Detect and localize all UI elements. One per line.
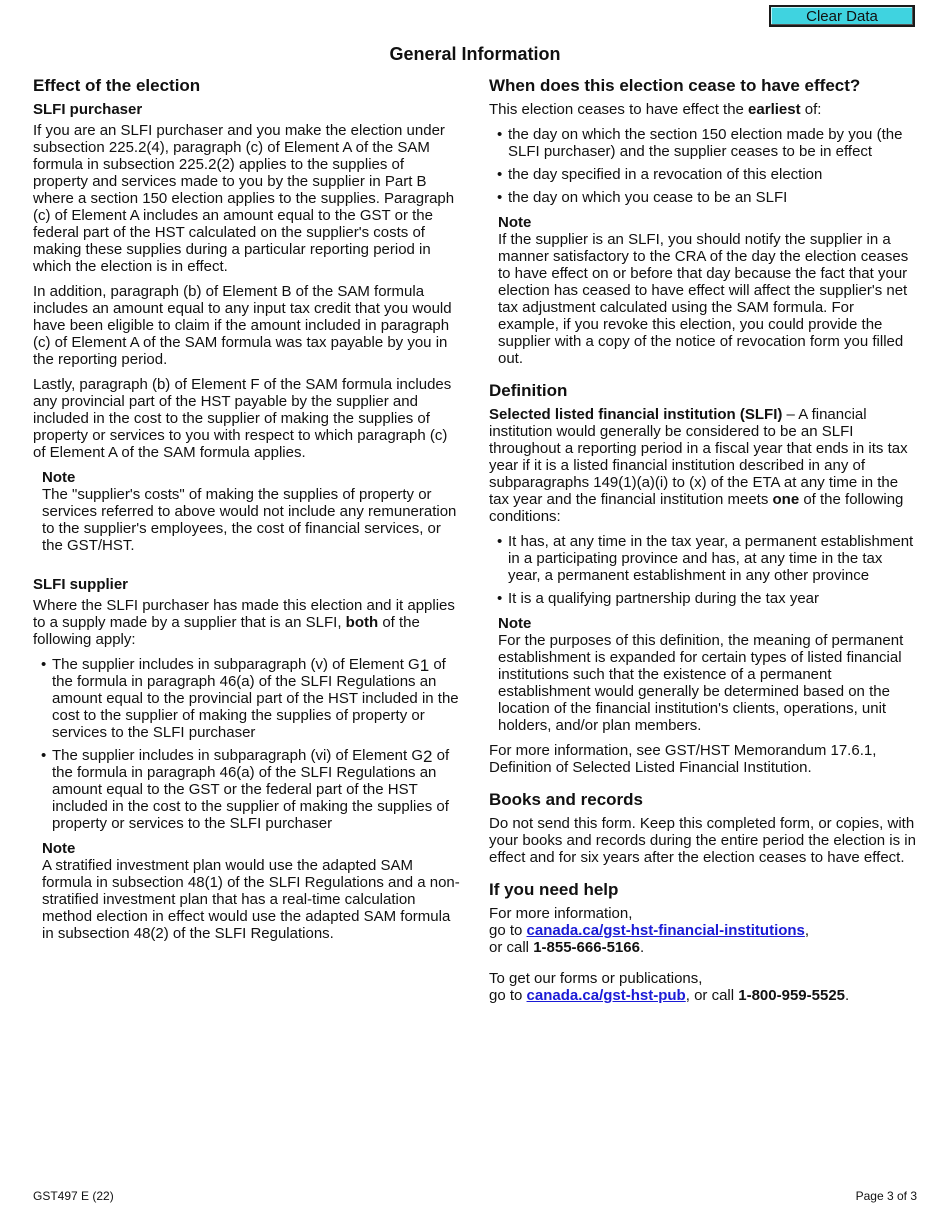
list-item: • It is a qualifying partnership during the tax year — [489, 590, 919, 607]
supplier-list — [33, 656, 461, 832]
definition-more-info: For more information, see GST/HST Memorandum 17.6.1, Definition of Selected Listed Financial Institution. — [489, 742, 877, 776]
clear-data-button[interactable]: Clear Data — [769, 5, 915, 27]
note-text: A stratified investment plan would use the adapted SAM formula in subsection 48(1) of the SLFI Regulations and a non-stratified investment plan that has a real-time calculation method election in effect would use the adapted SAM formula in subsection 48(2) of the SLFI Regulations. — [42, 857, 460, 942]
definition-note — [498, 615, 919, 734]
list-item: • It has, at any time in the tax year, a permanent establishment in a participating province and has, at any time in the tax year, a permanent establishment in any other province — [489, 533, 919, 584]
cease-note — [498, 214, 919, 367]
help-heading: If you need help — [489, 880, 619, 899]
right-column — [489, 76, 919, 1012]
note-title: Note — [498, 214, 532, 231]
books-heading: Books and records — [489, 790, 643, 809]
note-text: If the supplier is an SLFI, you should notify the supplier in a manner satisfactory to the CRA of the day the election ceases to have effect on or before that day because the fact that your election has ceased to have effect will affect the supplier's net tax adjustment calculated using the SAM formula. For example, if you revoke this election, you could provide the supplier with a copy of the notice of revocation form you filled out. — [498, 231, 909, 367]
note-title: Note — [42, 469, 76, 486]
help-more-info: For more information, go to canada.ca/gst-hst-financial-institutions, or call 1-855-666-5166. — [489, 905, 810, 956]
slfi-purchaser-heading: SLFI purchaser — [33, 101, 143, 118]
definition-heading: Definition — [489, 381, 568, 400]
cease-heading: When does this election cease to have effect? — [489, 76, 861, 95]
cease-intro: This election ceases to have effect the earliest of: — [489, 101, 822, 118]
effect-heading: Effect of the election — [33, 76, 201, 95]
definition-text: Selected listed financial institution (SLFI) – A financial institution would generally be considered to be an SLFI throughout a reporting period in a fiscal year that ends in its tax year if it is a listed financial institution described in any of subparagraphs 149(1)(a)(i) to (x) of the ETA at any time in the tax year and the financial institution meets one of the following conditions: — [489, 406, 908, 525]
list-item: • the day on which the section 150 election made by you (the SLFI purchaser) and the supplier ceases to be in effect — [489, 126, 919, 160]
note-title: Note — [498, 615, 532, 632]
purchaser-paragraph-2: In addition, paragraph (b) of Element B of the SAM formula includes an amount equal to any input tax credit that you would have been eligible to claim if the amount included in paragraph (c) of Element A of the SAM formula was tax payable by you in the reporting period. — [33, 283, 452, 368]
phone-number: 1-855-666-5166 — [533, 939, 640, 956]
note-title: Note — [42, 840, 76, 857]
page-title: General Information — [389, 44, 561, 64]
purchaser-note — [42, 469, 461, 554]
supplier-intro: Where the SLFI purchaser has made this election and it applies to a supply made by a supplier that is an SLFI, both of the following apply: — [33, 597, 455, 648]
page-number: Page 3 of 3 — [855, 1189, 917, 1203]
cease-list — [489, 126, 919, 206]
form-id: GST497 E (22) — [33, 1189, 114, 1203]
list-item: • the day on which you cease to be an SLFI — [489, 189, 919, 206]
note-text: The "supplier's costs" of making the supplies of property or services referred to above would not include any remuneration to the supplier's employees, the cost of financial services, or the GST/HST. — [42, 486, 457, 554]
list-item: • The supplier includes in subparagraph (v) of Element G1 of the formula in paragraph 46(a) of the SLFI Regulations an amount equal to the provincial part of the HST included in the cost to the supplier of making the supplies of property or services to the SLFI purchaser — [33, 656, 461, 741]
phone-number: 1-800-959-5525 — [738, 987, 846, 1004]
list-item: • the day specified in a revocation of this election — [489, 166, 919, 183]
purchaser-paragraph-1: If you are an SLFI purchaser and you make the election under subsection 225.2(4), paragraph (c) of Element A of the SAM formula in subsection 225.2(2) applies to the supplies of property and services made to you by the supplier in Part B where a section 150 election applies to the supplies. Paragraph (c) of Element A includes an amount equal to the GST or the federal part of the HST calculated on the supplier's costs of making these supplies during a particular reporting period in which the election is in effect. — [33, 122, 455, 275]
supplier-note — [42, 840, 461, 942]
gst-hst-pub-link[interactable]: canada.ca/gst-hst-pub — [526, 987, 686, 1004]
note-text: For the purposes of this definition, the meaning of permanent establishment is expanded for certain types of listed financial institutions such that the existence of a permanent establishment would generally be determined based on the location of the financial institution's clients, operations, unit holders, and/or plan members. — [498, 632, 904, 734]
definition-list — [489, 533, 919, 607]
books-text: Do not send this form. Keep this completed form, or copies, with your books and records during the entire period the election is in effect and for six years after the election ceases to have effect. — [489, 815, 916, 866]
purchaser-paragraph-3: Lastly, paragraph (b) of Element F of the SAM formula includes any provincial part of the HST payable by the supplier and included in the cost to the supplier of making the supplies of property or services to you with respect to which paragraph (c) of Element A of the SAM formula applies. — [33, 376, 452, 461]
slfi-supplier-heading: SLFI supplier — [33, 576, 129, 593]
list-item: • The supplier includes in subparagraph (vi) of Element G2 of the formula in paragraph 46(a) of the SLFI Regulations an amount equal to the GST or the federal part of the HST included in the cost to the supplier of making the supplies of property or services to the SLFI purchaser — [33, 747, 461, 832]
help-forms: To get our forms or publications, go to canada.ca/gst-hst-pub, or call 1-800-959-5525. — [489, 970, 850, 1004]
left-column — [33, 76, 461, 950]
financial-institutions-link[interactable]: canada.ca/gst-hst-financial-institutions — [526, 922, 805, 939]
